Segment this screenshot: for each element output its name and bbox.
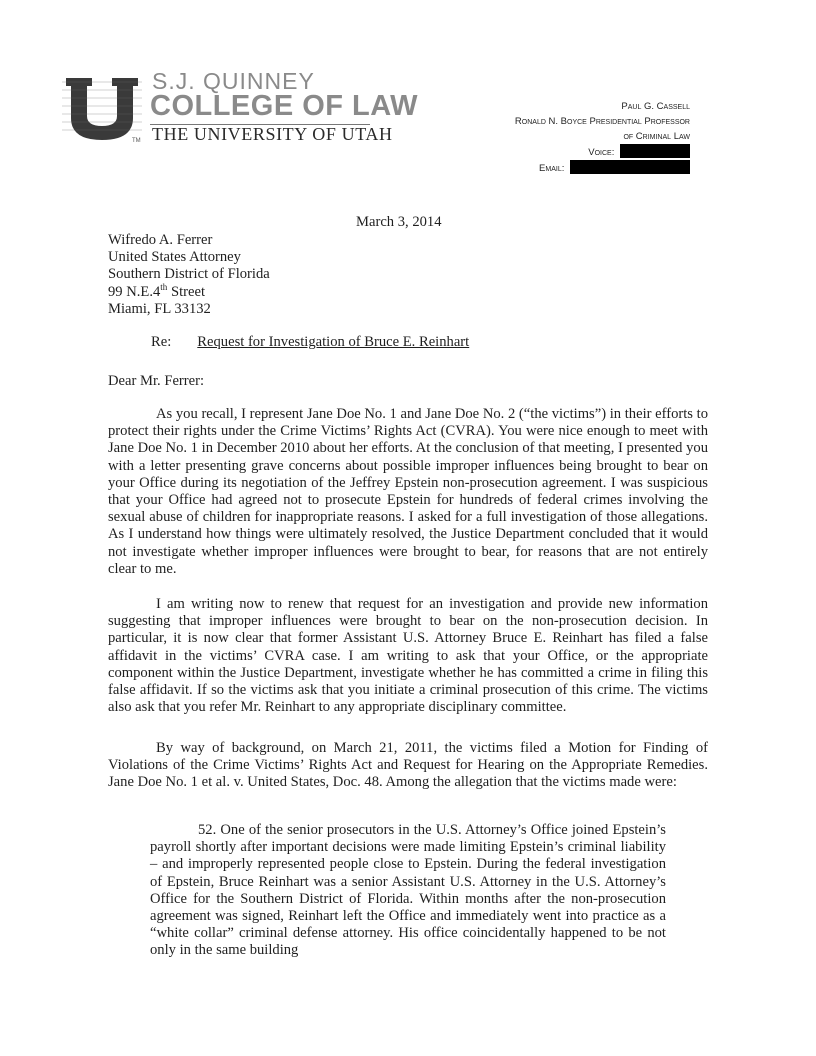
recipient-city: Miami, FL 33132 [108, 300, 211, 317]
logo-line-college-of-law: COLLEGE OF LAW [150, 90, 418, 122]
logo-line-university: THE UNIVERSITY OF UTAH [152, 124, 393, 144]
block-u-logo-icon [62, 74, 142, 144]
recipient-name: Wifredo A. Ferrer [108, 232, 213, 248]
letter-date: March 3, 2014 [356, 214, 442, 230]
recipient-address [108, 232, 708, 318]
block-quote-52: 52. One of the senior prosecutors in the U.S. Attorney’s Office joined Epstein’s payroll shortly after important decisions were made limiting Epstein’s criminal liability – and improperly represented people close to Epstein. During the federal investigation of Epstein, Bruce Reinhart was a senior Assistant U.S. Attorney in the U.S. Attorney’s Office for the Southern District of Florida. Within months after the non-prosecution agreement was signed, Reinhart left the Office and immediately went into practice as a “white collar” criminal defense attorney. His office coincidentally happened to be not only in the same building [150, 822, 666, 959]
voice-label: Voice: [588, 147, 615, 158]
voice-redaction [620, 144, 690, 158]
paragraph-3: By way of background, on March 21, 2011, the victims filed a Motion for Finding of Violations of the Crime Victims’ Rights Act and Request for Hearing on the Appropriate Remedies. Jane Doe No. 1 et al. v. United States, Doc. 48. Among the allegation that the victims made were: [108, 740, 708, 791]
logo-line-sj-quinney: S.J. QUINNEY [152, 68, 315, 94]
sender-email [515, 160, 690, 176]
recipient-title: United States Attorney [108, 249, 241, 266]
logo-tm: TM [132, 138, 141, 144]
paragraph-1: As you recall, I represent Jane Doe No. 1 and Jane Doe No. 2 (“the victims”) in their efforts to protect their rights under the Crime Victims’ Rights Act (CVRA). You were nice enough to meet with Jane Doe No. 1 in December 2010 about her efforts. At the conclusion of that meeting, I presented you with a letter presenting grave concerns about possible improper influences being brought to bear on your Office during its negotiation of the Jeffrey Epstein non-prosecution agreement. I was suspicious that your Office had agreed not to prosecute Epstein for hundreds of federal crimes involving the sexual abuse of children for inappropriate reasons. I asked for a full investigation of those allegations. As I understand how things were ultimately resolved, the Justice Department concluded that it would not investigate whether improper influences were brought to bear, for reasons that are not entirely clear to me. [108, 406, 708, 577]
sender-title-line2: of Criminal Law [623, 131, 690, 142]
re-subject: Request for Investigation of Bruce E. Reinhart [197, 334, 470, 350]
subject-line [151, 334, 469, 351]
street-number: 99 N.E.4 [108, 283, 161, 300]
re-label: Re: [151, 334, 172, 350]
email-label: Email: [539, 163, 565, 174]
paragraph-2: I am writing now to renew that request for an investigation and provide new information suggesting that improper influences were brought to bear on the non-prosecution decision. In particular, it is now clear that former Assistant U.S. Attorney Bruce E. Reinhart has filed a false affidavit in the victims’ CVRA case. I am writing to ask that your Office, or the appropriate component within the Justice Department, investigate whether he has committed a crime in filing this false affidavit. If so the victims ask that you initiate a criminal prosecution of this crime. The victims also ask that you refer Mr. Reinhart to any appropriate disciplinary committee. [108, 596, 708, 716]
recipient-street [108, 281, 708, 301]
street-name: Street [167, 283, 206, 300]
university-logo [62, 68, 418, 150]
sender-title-line1: Ronald N. Boyce Presidential Professor [514, 116, 690, 127]
street-suffix: th [160, 281, 168, 292]
recipient-district: Southern District of Florida [108, 266, 270, 283]
sender-name: Paul G. Cassell [621, 101, 690, 112]
salutation: Dear Mr. Ferrer: [108, 373, 205, 389]
sender-voice [515, 144, 690, 160]
email-redaction [570, 160, 690, 174]
sender-block [515, 99, 690, 176]
